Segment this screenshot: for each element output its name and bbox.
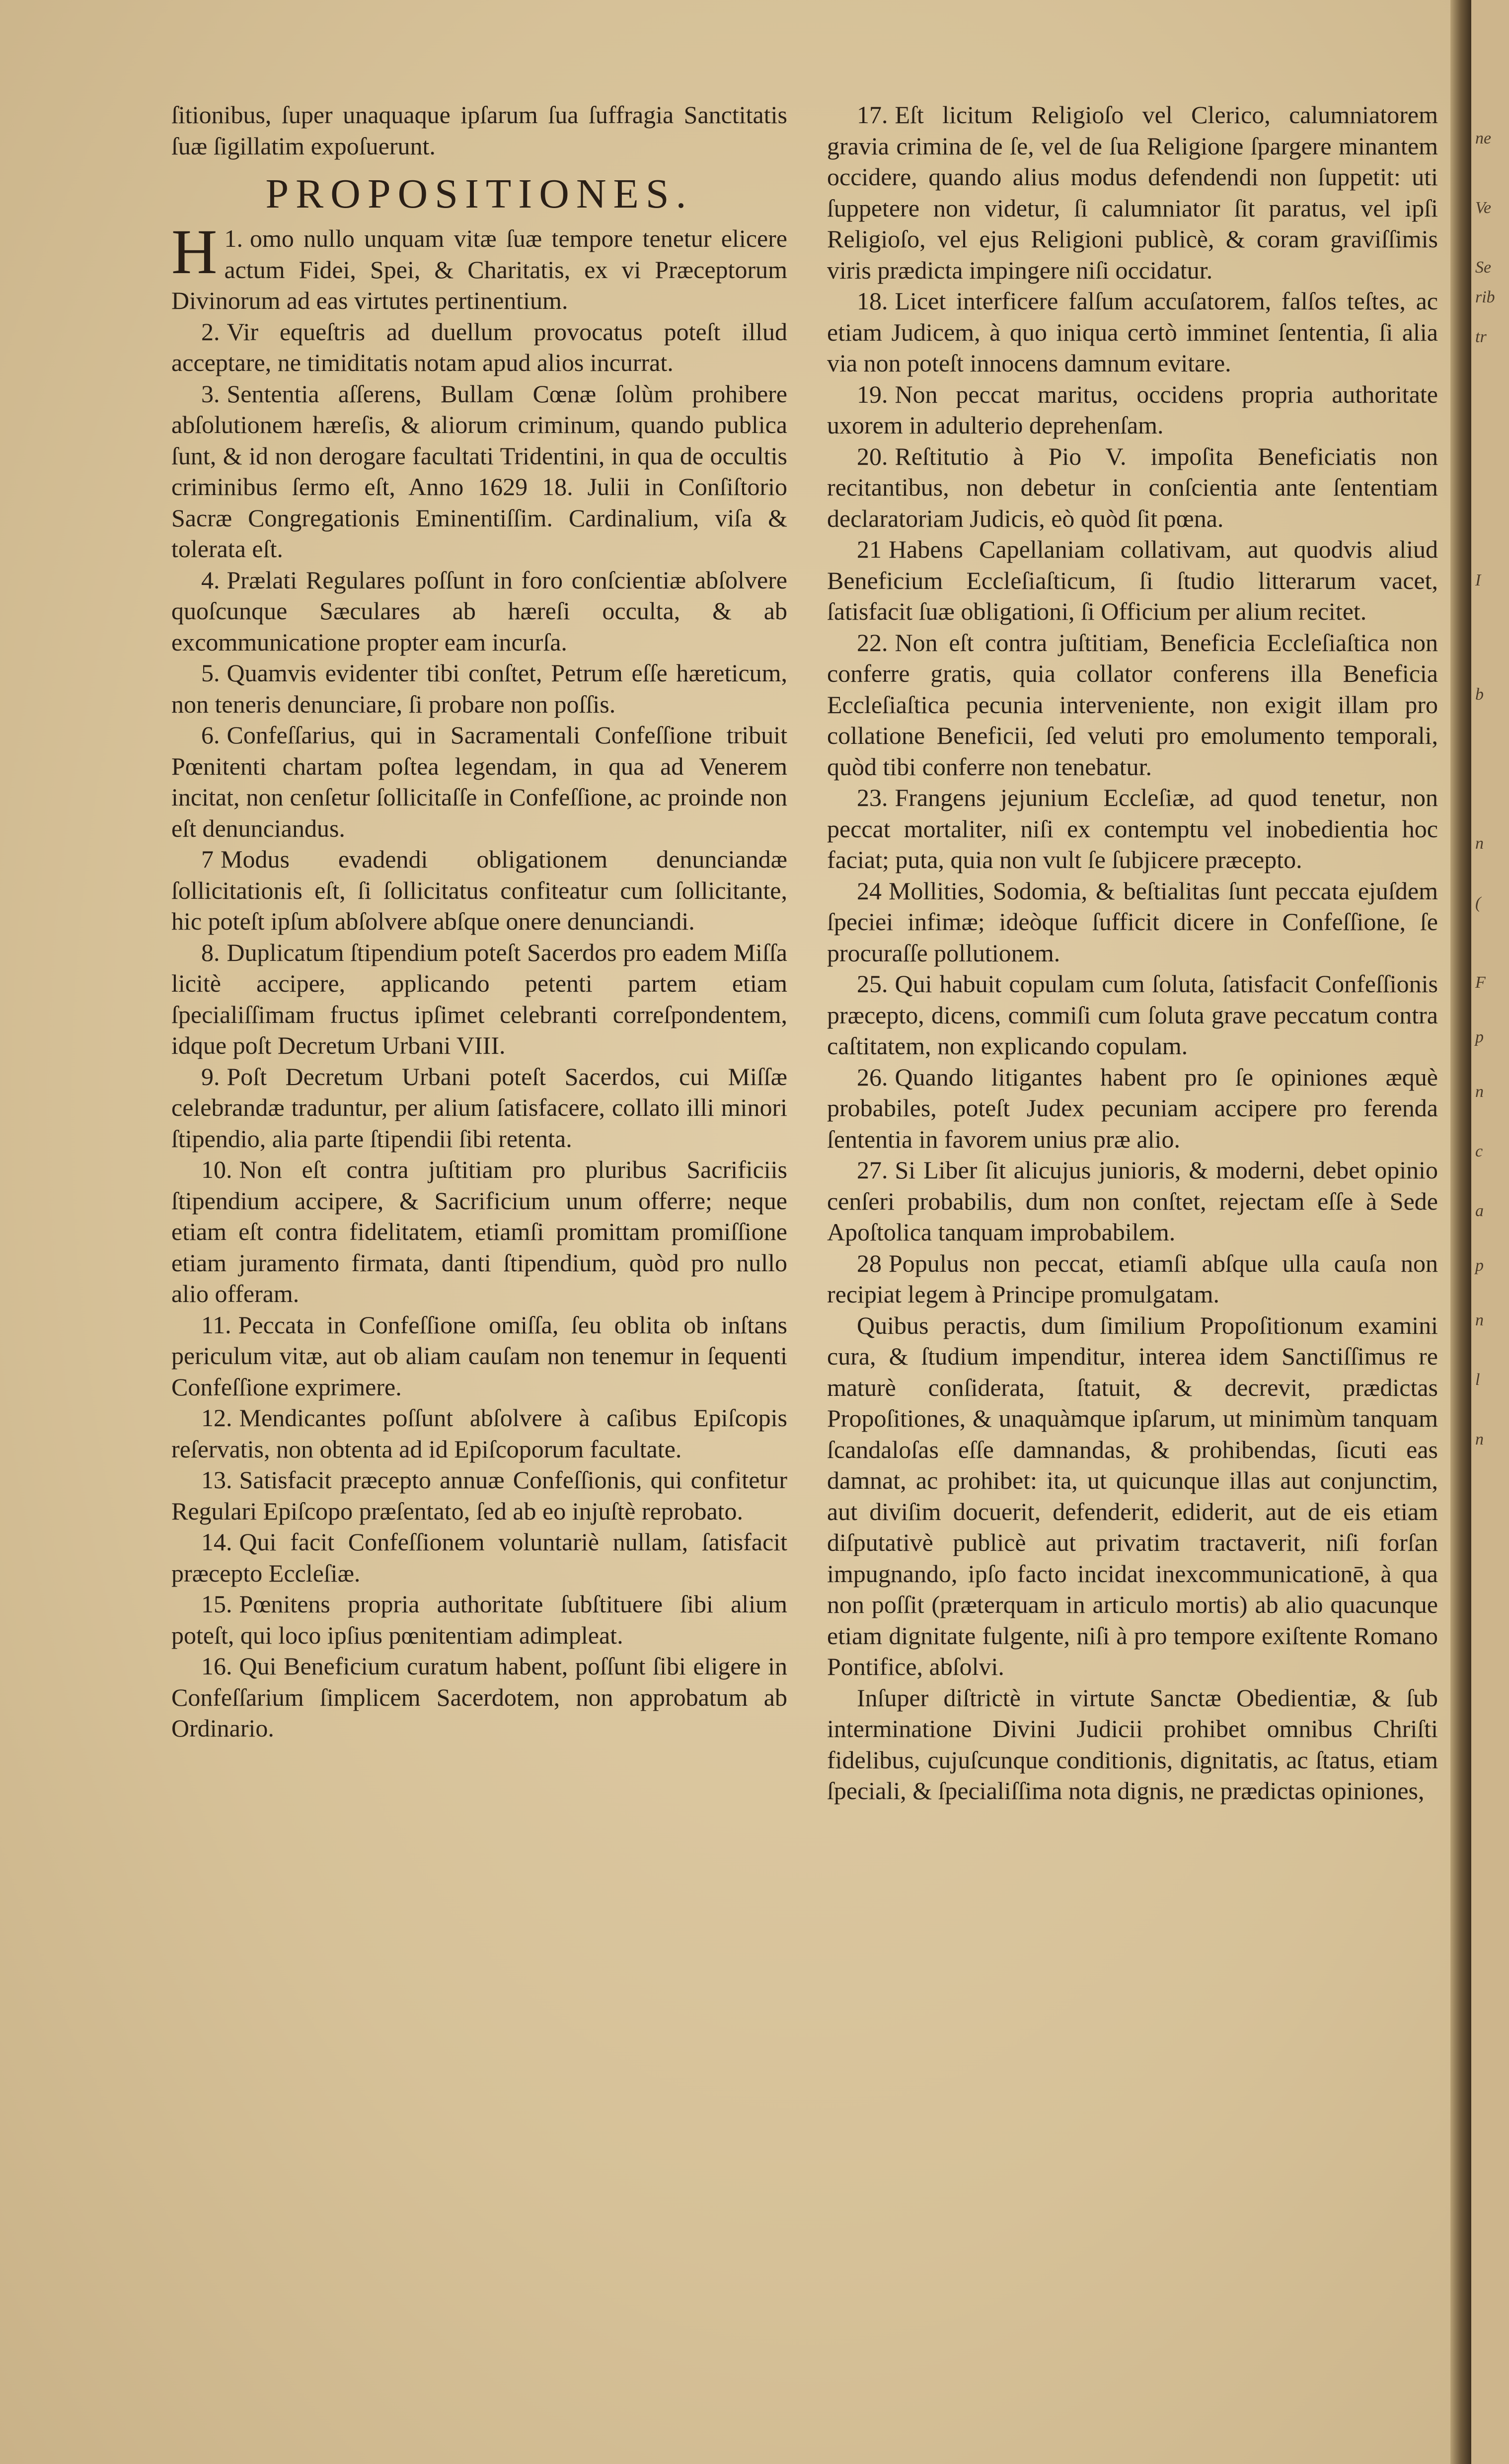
facing-page-fragment: tr	[1475, 328, 1487, 346]
proposition-text: Non eſt contra juſtitiam pro pluribus Sacrificiis ſtipendium accipere, & Sacrificium unum offerre; neque etiam eſt contra fidelitatem, etiamſi promittam promiſſione etiam juramento firmata, danti ſtipendium, quòd pro nullo alio offeram.	[171, 1156, 787, 1307]
proposition-number: 15.	[201, 1590, 232, 1618]
proposition-number: 28	[857, 1249, 882, 1277]
proposition	[827, 875, 1438, 969]
proposition-number: 19.	[857, 380, 888, 408]
proposition-number: 26.	[857, 1063, 888, 1091]
proposition	[171, 657, 787, 720]
proposition	[171, 1154, 787, 1309]
proposition-text: Si Liber ſit alicujus junioris, & moderni, debet opinio cenſeri probabilis, dum non conſtet, rejectam eſſe à Sede Apoſtolica tanquam improbabilem.	[827, 1156, 1438, 1246]
next-page-edge	[1471, 0, 1509, 2464]
proposition-text: Pœnitens propria authoritate ſubſtituere ſibi alium poteſt, qui loco ipſius pœnitentiam adimpleat.	[171, 1590, 787, 1649]
proposition-text: Quamvis evidenter tibi conſtet, Petrum eſſe hæreticum, non teneris denunciare, ſi probare non poſſis.	[171, 659, 787, 718]
proposition-number: 9.	[201, 1062, 220, 1090]
proposition	[827, 379, 1438, 441]
proposition-text: Mendicantes poſſunt abſolvere à caſibus Epiſcopis reſervatis, non obtenta ad id Epiſcoporum facultate.	[171, 1404, 787, 1463]
proposition	[827, 99, 1438, 286]
proposition-number: 17.	[857, 101, 888, 129]
proposition-number: 10.	[201, 1156, 232, 1183]
closing-paragraph: Quibus peractis, dum ſimilium Propoſitionum examini cura, & ſtudium impenditur, interea idem Sanctiſſimus re maturè conſiderata, ſtatuit, & decrevit, prædictas Propoſitiones, & unaquàmque ipſarum, ut minimùm tanquam ſcandaloſas eſſe damnandas, & prohibendas, ſicuti eas damnat, ac prohibet: ita, ut quicunque illas aut conjunctim, aut diviſim docuerit, defenderit, ediderit, aut de eis etiam diſputativè publicè aut privatim tractaverit, niſi forſan impugnando, ipſo facto incidat inexcommunicationē, à qua non poſſit (præterquam in articulo mortis) ab alio quacunque etiam dignitate fulgente, niſi à pro tempore exiſtente Romano Pontifice, abſolvi.	[827, 1311, 1438, 1680]
proposition-number: 20.	[857, 442, 888, 470]
proposition-text: Qui habuit copulam cum ſoluta, ſatisfacit Confeſſionis præcepto, dicens, commiſi cum ſoluta grave peccatum contra caſtitatem, non explicando copulam.	[827, 970, 1438, 1060]
proposition-text: Quando litigantes habent pro ſe opiniones æquè probabiles, poteſt Judex pecuniam accipere pro ferenda ſententia in favorem unius præ alio.	[827, 1063, 1438, 1153]
proposition-text: Qui Beneficium curatum habent, poſſunt ſibi eligere in Confeſſarium ſimplicem Sacerdotem, non approbatum ab Ordinario.	[171, 1652, 787, 1742]
proposition	[171, 217, 787, 316]
proposition-text: Qui facit Confeſſionem voluntariè nullam, ſatisfacit præcepto Eccleſiæ.	[171, 1528, 787, 1587]
facing-page-fragment: p	[1475, 1028, 1484, 1046]
proposition	[171, 565, 787, 658]
proposition	[171, 316, 787, 378]
proposition-number: 24	[857, 876, 882, 905]
proposition	[827, 534, 1438, 627]
propositions-heading: PROPOSITIONES.	[265, 171, 693, 217]
book-gutter	[1450, 0, 1471, 2464]
proposition-text: Frangens jejunium Eccleſiæ, ad quod tenetur, non peccat mortaliter, niſi ex contemptu vel inobedientia hoc faciat; puta, quia non vult ſe ſubjicere præcepto.	[827, 784, 1438, 873]
proposition-text: Non eſt contra juſtitiam, Beneficia Eccleſiaſtica non conferre gratis, quia collator conferens illa Beneficia Eccleſiaſtica pecunia interveniente, non exigit illam pro collatione Beneficii, ſed veluti pro emolumento temporali, quòd tibi conferre non tenebatur.	[827, 628, 1438, 781]
right-column	[827, 99, 1438, 1807]
propositions-list-right	[827, 99, 1438, 1310]
proposition-text: Modus evadendi obligationem denunciandæ ſollicitationis eſt, ſi ſollicitatus confiteatur cum ſollicitante, hic poteſt ipſum abſolvere abſque onere denunciandi.	[171, 845, 787, 935]
proposition-number: 16.	[201, 1652, 232, 1680]
proposition	[171, 1464, 787, 1526]
proposition-text: Non peccat maritus, occidens propria authoritate uxorem in adulterio deprehenſam.	[827, 380, 1438, 439]
proposition-number: 2.	[201, 317, 220, 346]
proposition	[171, 1589, 787, 1651]
proposition-text: Prælati Regulares poſſunt in foro conſcientiæ abſolvere quoſcunque Sæculares ab hæreſi occulta, & ab excommunicatione propter eam incurſa.	[171, 566, 787, 656]
proposition-text: Sententia aſſerens, Bullam Cœnæ ſolùm prohibere abſolutionem hæreſis, & aliorum criminum, quando publica ſunt, & id non derogare facultati Tridentini, in qua de occultis criminibus ſermo eſt, Anno 1629 18. Julii in Conſiſtorio Sacræ Congregationis Eminentiſſim. Cardinalium, viſa & tolerata eſt.	[171, 379, 787, 563]
proposition-text: Vir equeſtris ad duellum provocatus poteſt illud acceptare, ne timiditatis notam apud alios incurrat.	[171, 317, 787, 376]
facing-page-fragment: b	[1475, 685, 1484, 704]
proposition-number: 1.	[224, 224, 243, 252]
proposition	[827, 627, 1438, 783]
proposition-text: Licet interficere falſum accuſatorem, falſos teſtes, ac etiam Judicem, à quo iniqua certò imminet ſententia, ſi alia via non poteſt innocens damnum evitare.	[827, 287, 1438, 377]
proposition-text: omo nullo unquam vitæ ſuæ tempore tenetur elicere actum Fidei, Spei, & Charitatis, ex vi Præceptorum Divinorum ad eas virtutes pertinentium.	[171, 224, 787, 314]
facing-page-fragment: F	[1475, 973, 1486, 992]
proposition-text: Eſt licitum Religioſo vel Clerico, calumniatorem gravia crimina de ſe, vel de ſua Religione ſpargere minantem occidere, quando alius modus defendendi non ſuppetit: uti ſuppetere non videtur, ſi calumniator ſit paratus, vel ipſi Religioſo, vel ejus Religioni publicè, & coram graviſſimis viris prædicta impingere niſi occidatur.	[827, 101, 1438, 284]
proposition-text: Peccata in Confeſſione omiſſa, ſeu oblita ob inſtans periculum vitæ, aut ob aliam cauſam non tenemur in ſequenti Confeſſione exprimere.	[171, 1310, 787, 1401]
facing-page-fragment: c	[1475, 1142, 1483, 1160]
proposition	[827, 968, 1438, 1062]
proposition	[827, 286, 1438, 379]
proposition	[827, 782, 1438, 875]
facing-page-fragment: n	[1475, 1083, 1484, 1101]
proposition-text: Reſtitutio à Pio V. impoſita Beneficiatis non recitantibus, non debetur in conſcientia ante ſententiam declaratoriam Judicis, eò quòd ſit pœna.	[827, 442, 1438, 532]
drop-cap: H	[171, 217, 218, 287]
proposition-number: 13.	[201, 1466, 232, 1494]
facing-page-fragment: Se	[1475, 258, 1492, 277]
proposition	[171, 1651, 787, 1744]
proposition-number: 7	[201, 845, 214, 873]
proposition-text: Mollities, Sodomia, & beſtialitas ſunt peccata ejuſdem ſpeciei infimæ; ideòque ſufficit dicere in Confeſſione, ſe procuraſſe pollutionem.	[827, 876, 1438, 967]
proposition-text: Confeſſarius, qui in Sacramentali Confeſſione tribuit Pœnitenti chartam poſtea legendam, in qua ad Venerem incitat, non cenſetur ſollicitaſſe in Confeſſione, ac proinde non eſt denunciandus.	[171, 721, 787, 842]
proposition-number: 12.	[201, 1404, 232, 1432]
proposition	[827, 1248, 1438, 1310]
proposition-number: 8.	[201, 938, 220, 966]
proposition	[171, 937, 787, 1061]
facing-page-fragment: n	[1475, 834, 1484, 853]
proposition	[171, 1309, 787, 1403]
proposition	[171, 1526, 787, 1589]
facing-page-fragment: I	[1475, 571, 1481, 589]
proposition	[171, 378, 787, 565]
proposition	[171, 1402, 787, 1464]
facing-page-fragment: l	[1475, 1371, 1480, 1389]
proposition-text: Populus non peccat, etiamſi abſque ulla cauſa non recipiat legem à Principe promulgatam.	[827, 1249, 1438, 1308]
proposition-text: Habens Capellaniam collativam, aut quodvis aliud Beneficium Eccleſiaſticum, ſi ſtudio litterarum vacet, ſatisfacit ſuæ obligationi, ſi Officium per alium recitet.	[827, 535, 1438, 625]
facing-page-fragment: rib	[1475, 288, 1495, 306]
proposition-number: 11.	[201, 1310, 231, 1339]
proposition	[827, 1062, 1438, 1155]
facing-page-fragment: n	[1475, 1311, 1484, 1329]
proposition-number: 25.	[857, 970, 888, 998]
proposition	[827, 1155, 1438, 1248]
proposition-text: Duplicatum ſtipendium poteſt Sacerdos pro eadem Miſſa licitè accipere, applicando petenti partem etiam ſpecialiſſimam fructus ipſimet celebranti correſpondentem, idque poſt Decretum Urbani VIII.	[171, 938, 787, 1059]
facing-page-fragment: p	[1475, 1256, 1484, 1275]
facing-page-fragment: (	[1475, 894, 1481, 912]
proposition-number: 4.	[201, 566, 220, 594]
facing-page-fragment: n	[1475, 1430, 1484, 1449]
proposition-number: 18.	[857, 287, 888, 315]
facing-page-fragment: Ve	[1475, 199, 1492, 217]
proposition	[171, 1061, 787, 1155]
proposition-number: 27.	[857, 1156, 888, 1184]
closing-text	[827, 1310, 1438, 1807]
proposition-number: 14.	[201, 1528, 232, 1556]
proposition	[171, 720, 787, 844]
proposition-number: 5.	[201, 659, 220, 687]
proposition-number: 21	[857, 535, 882, 563]
closing-paragraph: Inſuper diſtrictè in virtute Sanctæ Obedientiæ, & ſub interminatione Divini Judicii prohibet omnibus Chriſti fidelibus, cujuſcunque conditionis, dignitatis, ac ſtatus, etiam ſpeciali, & ſpecialiſſima nota dignis, ne prædictas opiniones,	[827, 1683, 1438, 1805]
proposition-number: 23.	[857, 784, 888, 811]
proposition-number: 22.	[857, 628, 888, 656]
facing-page-fragment: ne	[1475, 129, 1492, 147]
proposition-number: 3.	[201, 379, 220, 408]
proposition	[827, 441, 1438, 534]
proposition-number: 6.	[201, 721, 220, 749]
proposition-text: Poſt Decretum Urbani poteſt Sacerdos, cui Miſſæ celebrandæ traduntur, per alium ſatisfacere, collato illi minori ſtipendio, alia parte ſtipendii ſibi retenta.	[171, 1062, 787, 1153]
facing-page-fragment: a	[1475, 1202, 1484, 1220]
proposition	[171, 844, 787, 937]
left-column	[171, 99, 787, 1744]
proposition-text: Satisfacit præcepto annuæ Confeſſionis, qui confitetur Regulari Epiſcopo præſentato, ſed ab eo injuſtè reprobato.	[171, 1466, 787, 1525]
propositions-list-left	[171, 217, 787, 1744]
intro-text: ſitionibus, ſuper unaquaque ipſarum ſua ſuffragia Sanctitatis ſuæ ſigillatim expoſuerunt.	[171, 101, 787, 160]
